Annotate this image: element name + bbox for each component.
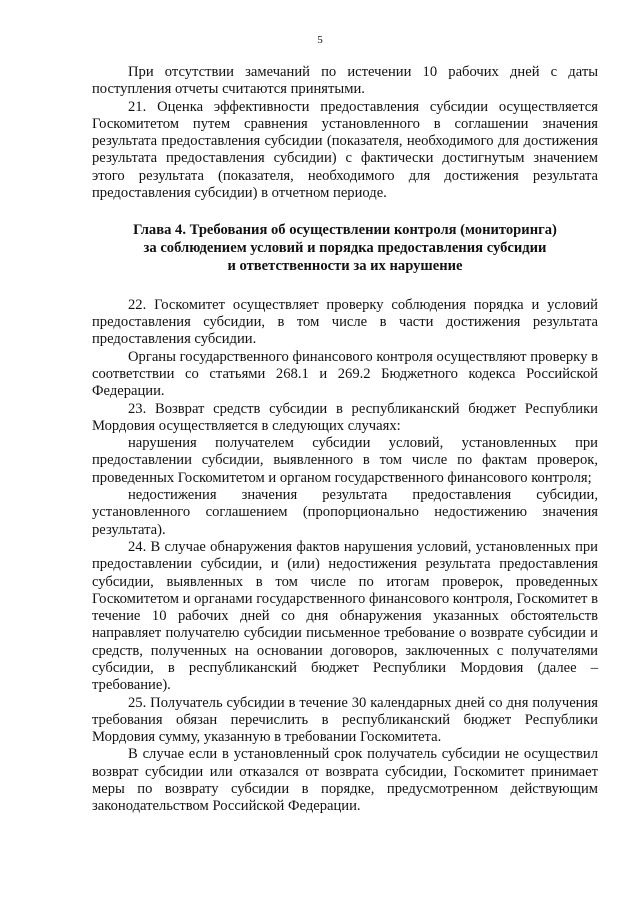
chapter-4-heading [92,222,598,275]
paragraph-control-bodies: Органы государственного финансового контроля осуществляют проверку в соответствии со статьями 268.1 и 269.2 Бюджетного кодекса Российской Федерации. [92,348,598,400]
paragraph-21: 21. Оценка эффективности предоставления субсидии осуществляется Госкомитетом путем сравнения установленного в соглашении значения результата предоставления субсидии (показателя, необходимого для достижения результата предоставления субсидии) с фактически достигнутым значением этого результата (показателя, необходимого для достижения результата предоставления субсидии) в отчетном периоде. [92,98,598,202]
paragraph-24: 24. В случае обнаружения фактов нарушения условий, установленных при предоставлении субсидии, и (или) недостижения результата предоставления субсидии, выявленных в том числе по итогам проверок, проведенных Госкомитетом и органами государственного финансового контроля, Госкомитет в течение 10 рабочих дней со дня обнаружения указанных обстоятельств направляет получателю субсидии письменное требование о возврате субсидии и средств, полученных на основании договоров, заключенных с получателями субсидии, в республиканский бюджет Республики Мордовия (далее – требование). [92,538,598,694]
paragraph-25: 25. Получатель субсидии в течение 30 календарных дней со дня получения требования обязан перечислить в республиканский бюджет Республики Мордовия сумму, указанную в требовании Госкомитета. [92,694,598,746]
document-body [92,64,598,816]
chapter-title-line-2: за соблюдением условий и порядка предоставления субсидии [143,240,547,257]
page-number: 5 [317,34,323,46]
paragraph-refusal: В случае если в установленный срок получатель субсидии не осуществил возврат субсидии или отказался от возврата субсидии, Госкомитет принимает меры по возврату субсидии в порядке, предусмотренном действующим законодательством Российской Федерации. [92,746,598,815]
paragraph-22: 22. Госкомитет осуществляет проверку соблюдения порядка и условий предоставления субсидии, в том числе в части достижения результата предоставления субсидии. [92,296,598,348]
paragraph-case-violation: нарушения получателем субсидии условий, установленных при предоставлении субсидии, выявленного в том числе по фактам проверок, проведенных Госкомитетом и органом государственного финансового контроля; [92,435,598,486]
chapter-title-line-1: Глава 4. Требования об осуществлении контроля (мониторинга) [133,222,557,239]
paragraph-23: 23. Возврат средств субсидии в республиканский бюджет Республики Мордовия осуществляется в следующих случаях: [92,400,598,434]
chapter-title-line-3: и ответственности за их нарушение [227,257,463,274]
paragraph-case-non-achievement: недостижения значения результата предоставления субсидии, установленного соглашением (пропорционально недостижению значения результата). [92,487,598,538]
paragraph-acceptance: При отсутствии замечаний по истечении 10 рабочих дней с даты поступления отчеты считаются принятыми. [92,64,598,98]
